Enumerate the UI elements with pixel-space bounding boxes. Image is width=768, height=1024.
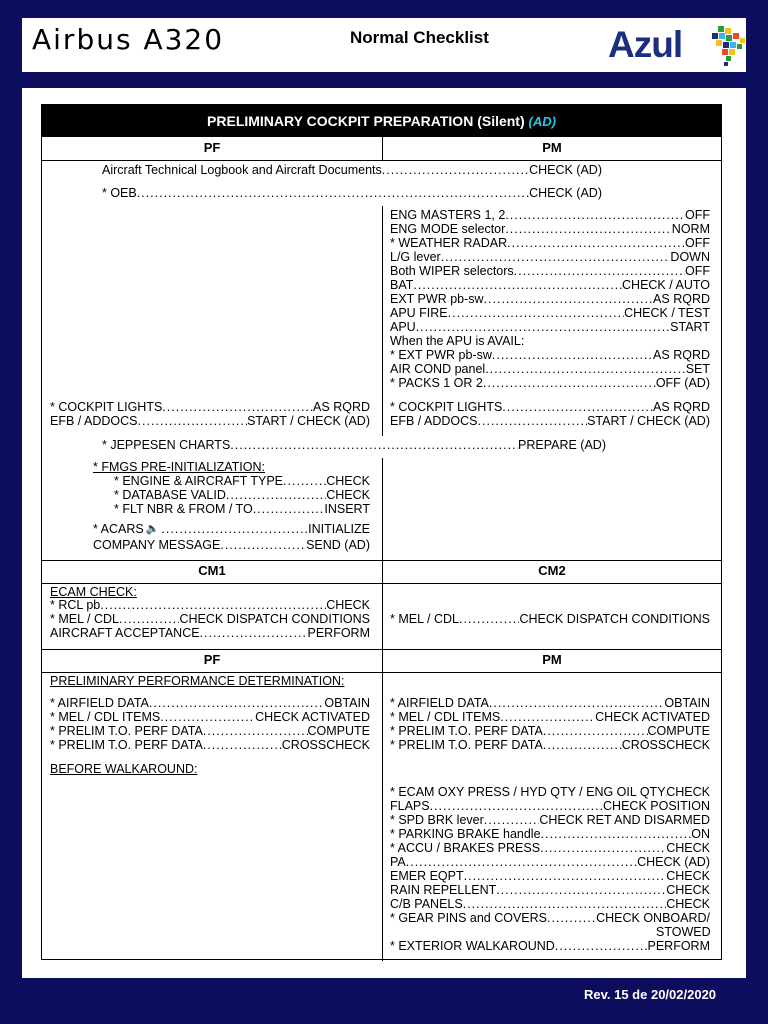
pm-apu-checklist-item: * PACKS 1 OR 2 ..... OFF (AD) xyxy=(390,376,710,390)
walkaround-checklist-item: RAIN REPELLENT ..... CHECK xyxy=(390,883,710,897)
checklist-item-acars: * ACARS 🔈 ..... INITIALIZE xyxy=(93,522,370,536)
pm-checklist-item: * WEATHER RADAR ..... OFF xyxy=(390,236,710,250)
checklist-item-pf-cockpit-lights: * COCKPIT LIGHTS ..... AS RQRD xyxy=(50,400,370,414)
cm1-checklist-item: AIRCRAFT ACCEPTANCE ..... PERFORM xyxy=(50,626,370,640)
revision-footer: Rev. 15 de 20/02/2020 xyxy=(584,987,717,1002)
checklist-item-logbook: Aircraft Technical Logbook and Aircraft Documents ..... CHECK (AD) xyxy=(102,163,602,177)
column-header-pf: PF xyxy=(203,140,221,155)
cm1-checklist-item: * RCL pb ..... CHECK xyxy=(50,598,370,612)
column-header-cm1: CM1 xyxy=(198,563,226,578)
column-header-perf-pm: PM xyxy=(542,652,562,667)
perf-pm-checklist-item: * PRELIM T.O. PERF DATA ..... COMPUTE xyxy=(390,724,710,738)
fmgs-checklist-item: * ENGINE & AIRCRAFT TYPE ..... CHECK xyxy=(114,474,370,488)
section-title-bar xyxy=(42,105,721,137)
walkaround-checklist-item: EMER EQPT ..... CHECK xyxy=(390,869,710,883)
walkaround-checklist-item: C/B PANELS ..... CHECK xyxy=(390,897,710,911)
perf-pm-checklist-item: * PRELIM T.O. PERF DATA ..... CROSSCHECK xyxy=(390,738,710,752)
walkaround-checklist-item: PA ..... CHECK (AD) xyxy=(390,855,710,869)
pm-checklist-item: BAT ..... CHECK / AUTO xyxy=(390,278,710,292)
walkaround-checklist-item: * ACCU / BRAKES PRESS ..... CHECK xyxy=(390,841,710,855)
perf-title: PRELIMINARY PERFORMANCE DETERMINATION: xyxy=(50,674,345,688)
column-header-perf-pf: PF xyxy=(203,652,221,667)
walkaround-checklist-item: FLAPS ..... CHECK POSITION xyxy=(390,799,710,813)
pm-checklist-item: ENG MODE selector ..... NORM xyxy=(390,222,710,236)
walkaround-checklist-item: * ECAM OXY PRESS / HYD QTY / ENG OIL QTY ..... CHECK xyxy=(390,785,710,799)
perf-pm-checklist-item: * AIRFIELD DATA ..... OBTAIN xyxy=(390,696,710,710)
perf-pf-checklist-item: * PRELIM T.O. PERF DATA ..... CROSSCHECK xyxy=(50,738,370,752)
walkaround-checklist-item: * SPD BRK lever ..... CHECK RET AND DISARMED xyxy=(390,813,710,827)
cm1-checklist-item: * MEL / CDL ..... CHECK DISPATCH CONDITIONS xyxy=(50,612,370,626)
apu-avail-note: When the APU is AVAIL: xyxy=(390,334,525,348)
pm-checklist-item: ENG MASTERS 1, 2 ..... OFF xyxy=(390,208,710,222)
checklist-title: Normal Checklist xyxy=(350,28,489,47)
checklist-item-pf-efb: EFB / ADDOCS ..... START / CHECK (AD) xyxy=(50,414,370,428)
checklist-item-jeppesen: * JEPPESEN CHARTS ..... PREPARE (AD) xyxy=(102,438,606,452)
checklist-item-oeb: * OEB ..... CHECK (AD) xyxy=(102,186,602,200)
perf-pm-checklist-item: * MEL / CDL ITEMS ..... CHECK ACTIVATED xyxy=(390,710,710,724)
checklist-item-cm2-mel: * MEL / CDL ..... CHECK DISPATCH CONDITIONS xyxy=(390,612,710,626)
logo-text: Azul xyxy=(608,24,683,65)
azul-logo xyxy=(608,24,742,68)
perf-pf-checklist-item: * MEL / CDL ITEMS ..... CHECK ACTIVATED xyxy=(50,710,370,724)
pm-checklist-item: APU FIRE ..... CHECK / TEST xyxy=(390,306,710,320)
pm-apu-checklist-item: AIR COND panel ..... SET xyxy=(390,362,710,376)
document-header xyxy=(22,18,746,72)
ecam-check-title: ECAM CHECK: xyxy=(50,585,137,599)
perf-pf-checklist-item: * PRELIM T.O. PERF DATA ..... COMPUTE xyxy=(50,724,370,738)
aircraft-model: Airbus A320 xyxy=(32,23,225,56)
pm-apu-checklist-item: * EXT PWR pb-sw ..... AS RQRD xyxy=(390,348,710,362)
pm-checklist-item: L/G lever ..... DOWN xyxy=(390,250,710,264)
walkaround-checklist-item: * EXTERIOR WALKAROUND ..... PERFORM xyxy=(390,939,710,953)
walkaround-checklist-item: * GEAR PINS and COVERS ..... CHECK ONBOARD/ xyxy=(390,911,710,925)
pm-checklist-item: Both WIPER selectors ..... OFF xyxy=(390,264,710,278)
section-title: PRELIMINARY COCKPIT PREPARATION (Silent) xyxy=(207,113,525,129)
checklist-document xyxy=(22,88,746,978)
walkaround-checklist-item: * PARKING BRAKE handle ..... ON xyxy=(390,827,710,841)
gear-pins-continuation: STOWED xyxy=(656,925,711,939)
checklist-sheet xyxy=(41,104,722,960)
walkaround-title: BEFORE WALKAROUND: xyxy=(50,762,198,776)
column-header-pm: PM xyxy=(542,140,562,155)
fmgs-checklist-item: * FLT NBR & FROM / TO ..... INSERT xyxy=(114,502,370,516)
brazil-map-icon xyxy=(708,24,748,68)
column-header-cm2: CM2 xyxy=(538,563,566,578)
fmgs-title: * FMGS PRE-INITIALIZATION: xyxy=(93,460,266,474)
pm-checklist-item: EXT PWR pb-sw ..... AS RQRD xyxy=(390,292,710,306)
checklist-item-pm-cockpit-lights: * COCKPIT LIGHTS ..... AS RQRD xyxy=(390,400,710,414)
section-title-tag: (AD) xyxy=(528,114,556,129)
checklist-item-pm-efb: EFB / ADDOCS ..... START / CHECK (AD) xyxy=(390,414,710,428)
acars-speaker-icon: 🔈 xyxy=(145,523,160,535)
checklist-item-company-message: COMPANY MESSAGE ..... SEND (AD) xyxy=(93,538,370,552)
pm-checklist-item: APU ..... START xyxy=(390,320,710,334)
perf-pf-checklist-item: * AIRFIELD DATA ..... OBTAIN xyxy=(50,696,370,710)
fmgs-checklist-item: * DATABASE VALID ..... CHECK xyxy=(114,488,370,502)
